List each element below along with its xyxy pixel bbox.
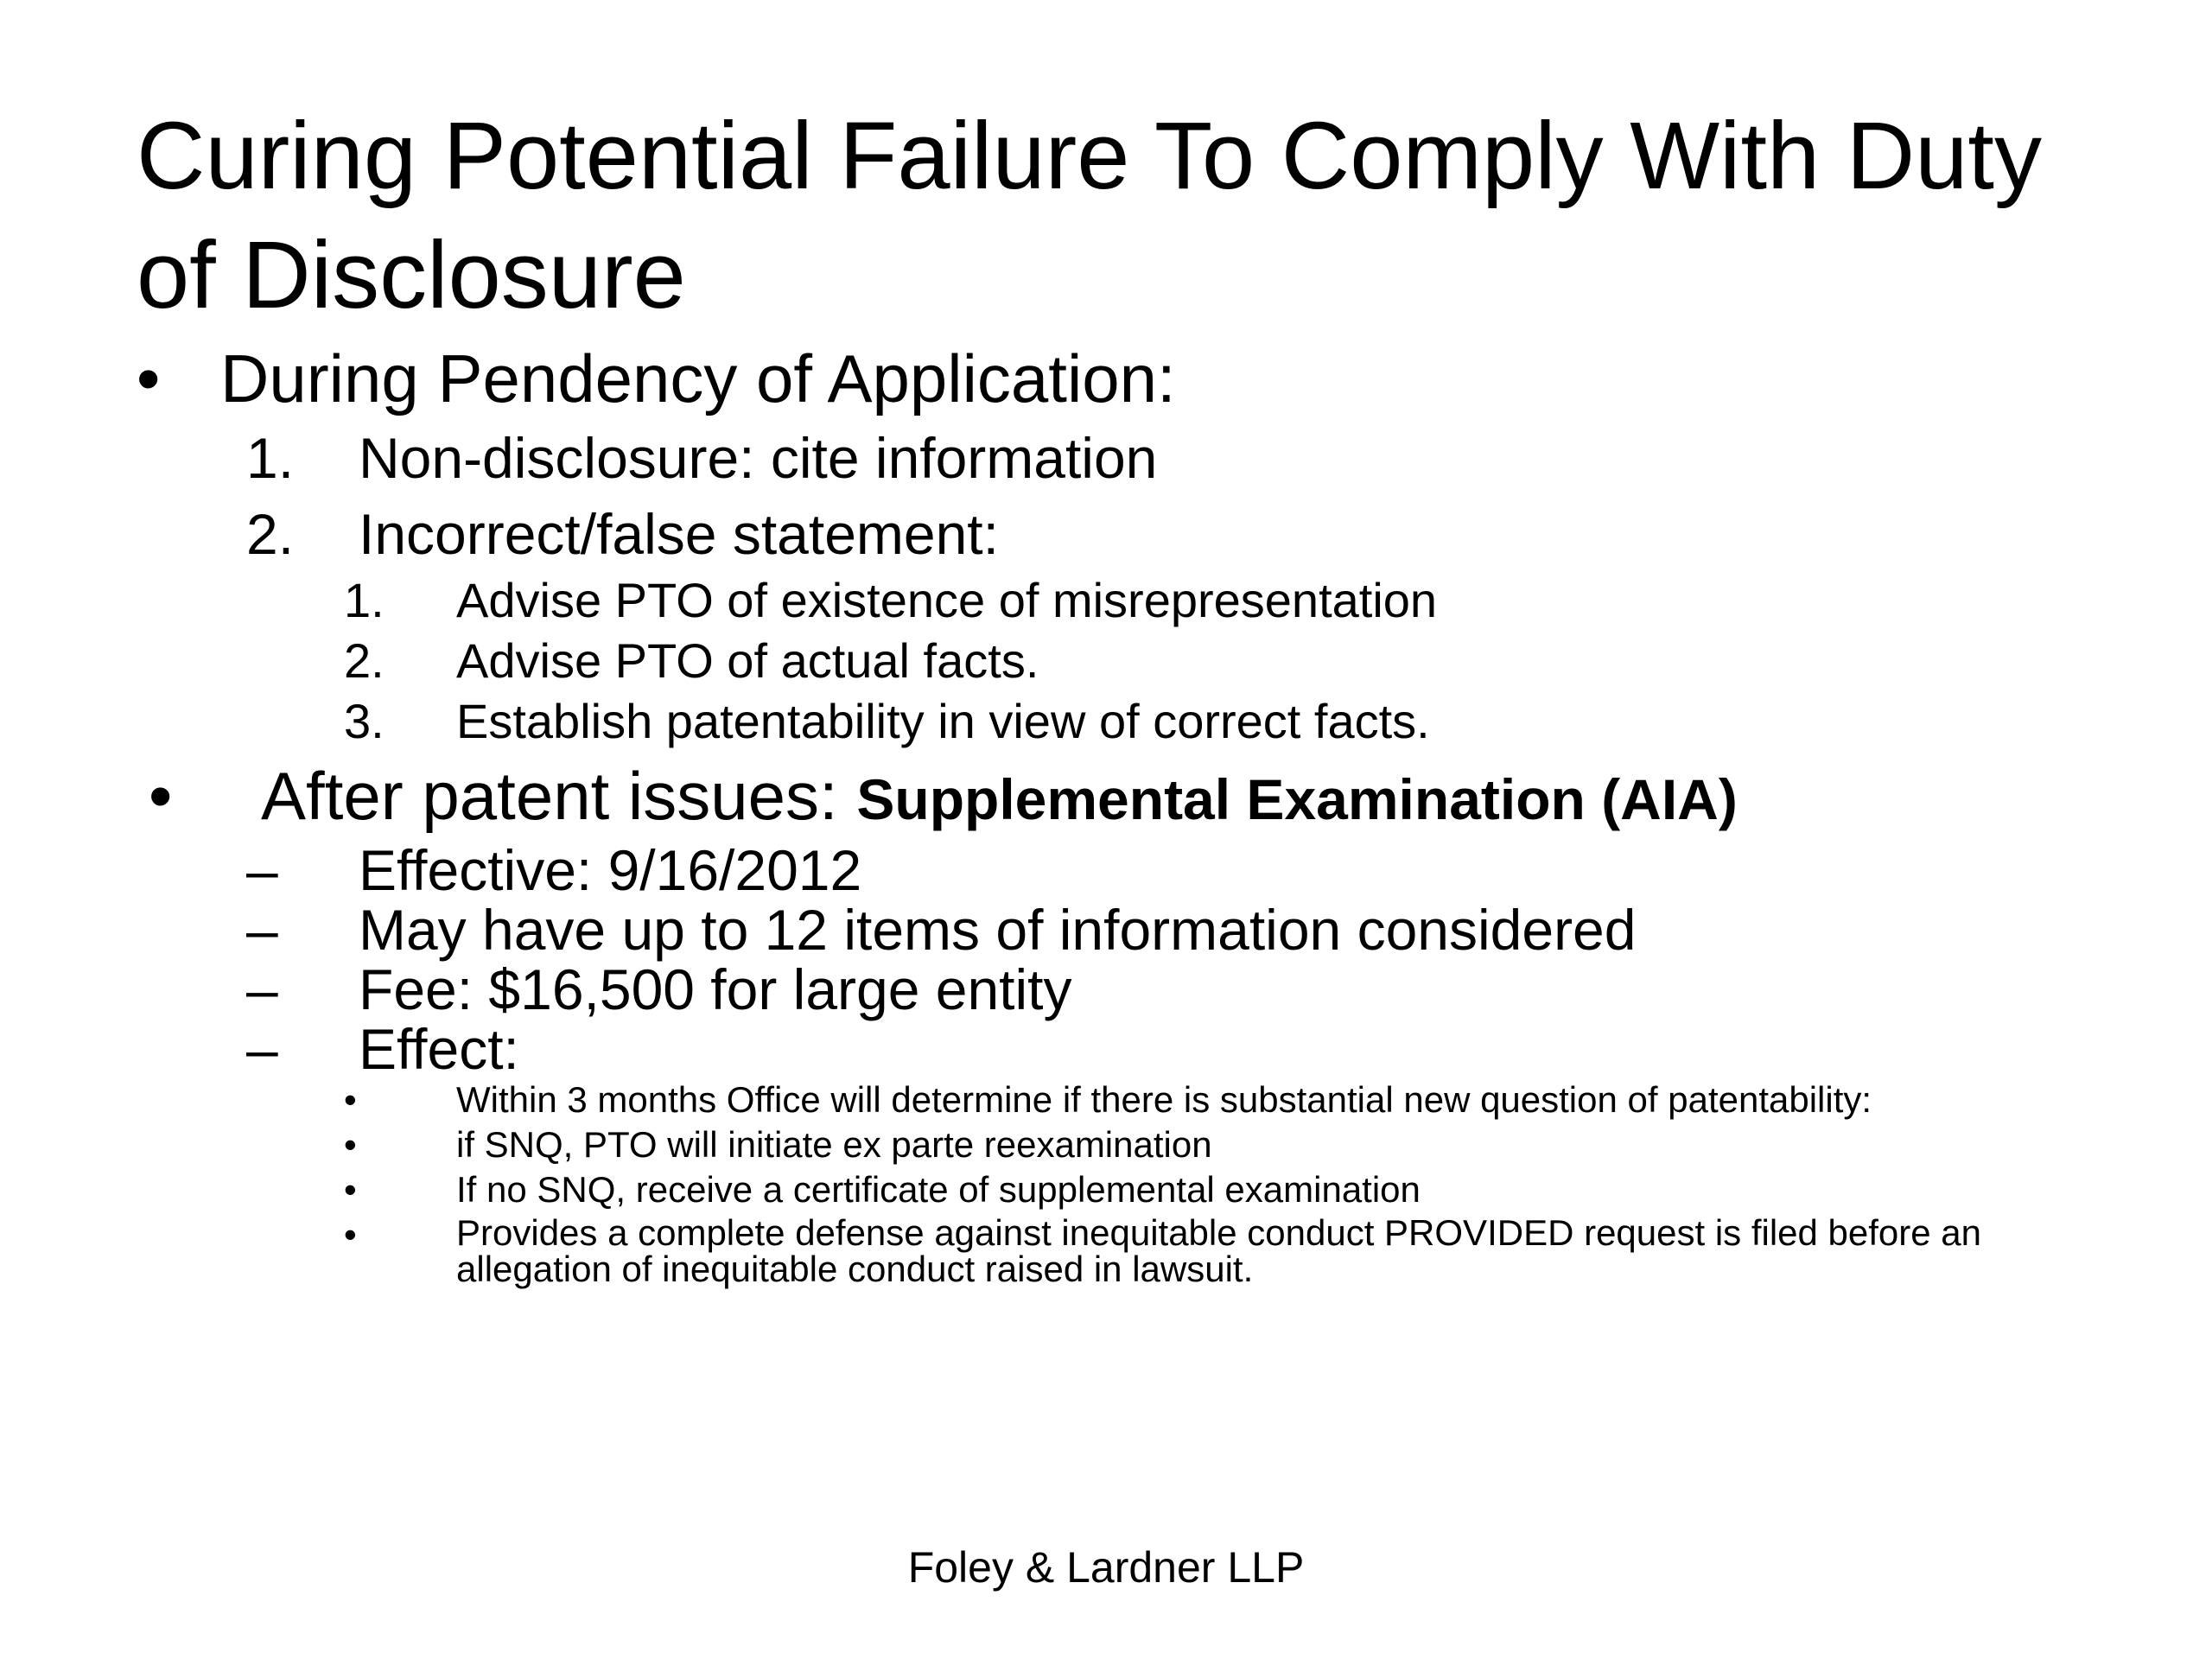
item-number: 1.	[246, 426, 295, 490]
section-heading: During Pendency of Application:	[220, 340, 1176, 416]
section-heading-bold: Supplemental Examination (AIA)	[856, 767, 1738, 831]
item-text: Advise PTO of actual facts.	[456, 633, 1039, 688]
item-text: Incorrect/false statement:	[359, 502, 999, 566]
item-text: Advise PTO of existence of misrepresentation	[456, 573, 1438, 627]
bullet-marker: •	[344, 1214, 357, 1255]
item-number: 2.	[344, 633, 385, 688]
slide-title: Curing Potential Failure To Comply With Duty of Disclosure	[137, 103, 2042, 328]
item-text: Fee: $16,500 for large entity	[359, 957, 1072, 1021]
dash-marker: –	[246, 898, 278, 962]
bullet-marker: •	[149, 758, 173, 834]
dash-marker: –	[246, 1017, 278, 1081]
bullet-marker: •	[344, 1079, 357, 1120]
item-number: 1.	[344, 573, 385, 627]
item-text: May have up to 12 items of information considered	[359, 898, 1637, 962]
section-heading	[261, 756, 1738, 839]
item-text: If no SNQ, receive a certificate of supplemental examination	[456, 1169, 1421, 1210]
footer-company: Foley & Lardner LLP	[907, 1543, 1305, 1592]
item-text: Establish patentability in view of correct facts.	[456, 694, 1430, 748]
bullet-marker: •	[137, 340, 161, 416]
item-text: if SNQ, PTO will initiate ex parte reexamination	[456, 1124, 1212, 1165]
item-text: Effective: 9/16/2012	[359, 838, 862, 902]
item-text: Non-disclosure: cite information	[359, 426, 1158, 490]
item-text: Provides a complete defense against inequitable conduct PROVIDED request is filed before an allegation of inequitable conduct raised in lawsuit.	[456, 1212, 1982, 1289]
dash-marker: –	[246, 838, 278, 902]
bullet-marker: •	[344, 1124, 357, 1165]
dash-marker: –	[246, 957, 278, 1021]
item-text: Within 3 months Office will determine if there is substantial new question of patentability:	[456, 1079, 1872, 1120]
item-number: 2.	[246, 502, 295, 566]
section-heading-regular: After patent issues:	[261, 758, 857, 834]
item-text: Effect:	[359, 1017, 519, 1081]
item-number: 3.	[344, 694, 385, 748]
bullet-marker: •	[344, 1169, 357, 1210]
